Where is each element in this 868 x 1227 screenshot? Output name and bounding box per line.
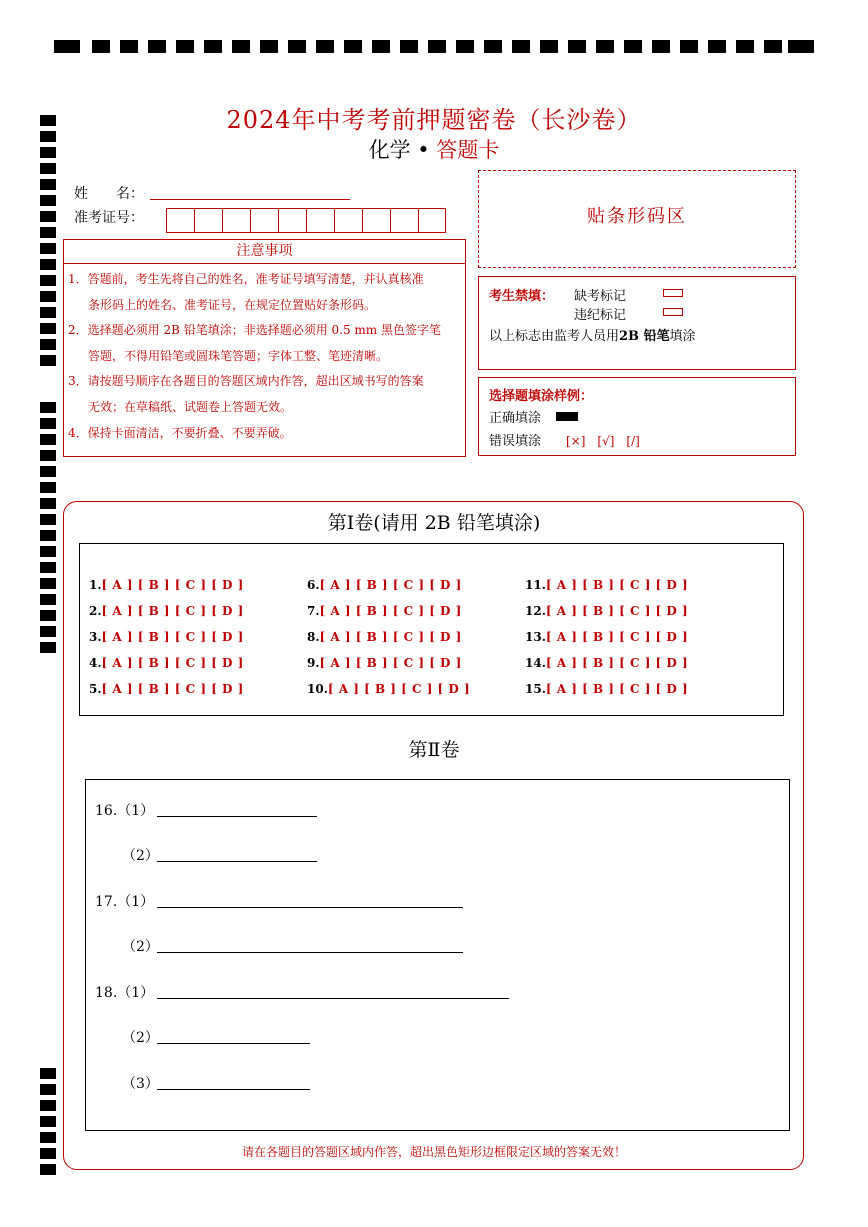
registration-mark [120,40,138,53]
id-cell[interactable] [278,208,306,233]
answer-options[interactable]: [ A ] [ B ] [ C ] [ D ] [319,630,462,644]
registration-mark [344,40,362,53]
id-cell[interactable] [166,208,194,233]
id-cell[interactable] [418,208,446,233]
registration-mark [40,291,56,302]
choice-question[interactable] [525,604,688,618]
question-number: 14. [525,656,546,670]
choice-question[interactable] [307,604,461,618]
question-number: 11. [525,578,546,592]
question-number: 6. [307,578,320,592]
notice-item: 条形码上的姓名、准考证号，在规定位置贴好条形码。 [88,298,377,312]
subject-label: 化学 [368,138,411,162]
answer-options[interactable]: [ A ] [ B ] [ C ] [ D ] [101,604,244,618]
registration-mark [40,562,56,573]
question-number: 7. [307,604,320,618]
registration-mark [456,40,474,53]
id-cell[interactable] [222,208,250,233]
question-number: 8. [307,630,320,644]
question-number: 15. [525,682,546,696]
registration-mark [788,40,814,53]
correct-fill-sample [556,412,578,421]
absent-mark-box[interactable] [663,289,683,297]
registration-mark [40,163,56,174]
notice-item: 2．选择题必须用 2B 铅笔填涂；非选择题必须用 0.5 mm 黑色签字笔 [68,323,442,337]
registration-mark [316,40,334,53]
registration-mark [176,40,194,53]
card-label: 答题卡 [436,138,500,162]
registration-mark [568,40,586,53]
registration-mark [680,40,698,53]
question-number: 10. [307,682,328,696]
id-cell[interactable] [250,208,278,233]
question-number: 3. [89,630,102,644]
registration-mark [148,40,166,53]
q17-1-label: 17.（1） [95,894,155,910]
notice-item: 3．请按题号顺序在各题目的答题区域内作答，超出区域书写的答案 [68,374,424,388]
choice-question[interactable] [307,630,461,644]
id-number-cells[interactable] [166,208,446,233]
registration-mark [40,323,56,334]
choice-question[interactable] [89,656,243,670]
q17-1-answer-line[interactable] [157,907,463,908]
answer-options[interactable]: [ A ] [ B ] [ C ] [ D ] [545,630,688,644]
answer-options[interactable]: [ A ] [ B ] [ C ] [ D ] [545,604,688,618]
registration-mark [512,40,530,53]
notice-item: 4．保持卡面清洁，不要折叠、不要弄破。 [68,426,292,440]
registration-mark [40,259,56,270]
answer-options[interactable]: [ A ] [ B ] [ C ] [ D ] [319,656,462,670]
forbidden-note [489,325,696,344]
notice-item: 1．答题前，考生先将自己的姓名，准考证号填写清楚，并认真核准 [68,272,424,286]
registration-mark [40,418,56,429]
forbidden-label: 考生禁填： [489,289,555,304]
registration-mark [40,307,56,318]
wrong-fill-label: 错误填涂 [489,434,542,449]
question-number: 4. [89,656,102,670]
registration-mark [40,227,56,238]
violation-mark-box[interactable] [663,308,683,316]
choice-question[interactable] [89,578,243,592]
part1-title: 第Ⅰ卷(请用 2B 铅笔填涂) [327,512,541,534]
registration-mark [40,466,56,477]
registration-mark [40,626,56,637]
name-field[interactable] [150,199,350,200]
question-number: 9. [307,656,320,670]
registration-mark [596,40,614,53]
registration-mark [40,275,56,286]
q16-1-answer-line[interactable] [157,816,317,817]
forbidden-note-bold: 2B 铅笔 [619,329,670,344]
registration-mark [736,40,754,53]
id-cell[interactable] [194,208,222,233]
registration-mark [288,40,306,53]
id-cell[interactable] [306,208,334,233]
forbidden-note-suffix: 填涂 [669,329,696,344]
wrong-fill-samples: [×] [√] [/] [566,434,640,448]
fill-sample-title: 选择题填涂样例： [489,389,594,404]
registration-mark [372,40,390,53]
page-subtitle [0,134,868,164]
registration-mark [40,1132,56,1143]
choice-question[interactable] [525,656,688,670]
choice-question[interactable] [525,682,688,696]
absent-label: 缺考标记 [574,289,627,304]
forbidden-note-prefix: 以上标志由监考人员用 [489,329,620,344]
registration-mark [40,1100,56,1111]
violation-label: 违纪标记 [574,308,627,323]
registration-mark [764,40,782,53]
registration-mark [428,40,446,53]
q17-2-answer-line[interactable] [157,952,463,953]
q17-2-label: （2） [122,939,159,955]
choice-question[interactable] [89,630,243,644]
registration-mark [92,40,110,53]
question-number: 12. [525,604,546,618]
barcode-area: 贴条形码区 [478,170,796,268]
registration-mark [40,243,56,254]
id-cell[interactable] [390,208,418,233]
id-label: 准考证号： [74,210,144,226]
registration-mark [40,594,56,605]
registration-mark [260,40,278,53]
notice-item: 答题，不得用铅笔或圆珠笔答题；字体工整、笔迹清晰。 [88,349,389,363]
notice-title: 注意事项 [63,239,466,264]
id-cell[interactable] [334,208,362,233]
registration-mark [40,642,56,653]
separator-dot: • [417,138,430,162]
registration-mark [40,578,56,589]
choice-question[interactable] [89,604,243,618]
name-label: 姓 名： [74,186,144,202]
registration-mark [40,211,56,222]
q18-3-label: （3） [122,1076,159,1092]
registration-mark [204,40,222,53]
answer-options[interactable]: [ A ] [ B ] [ C ] [ D ] [101,578,244,592]
q18-2-answer-line[interactable] [157,1043,310,1044]
top-registration-bar [54,40,814,56]
choice-question[interactable] [307,656,461,670]
registration-mark [708,40,726,53]
registration-mark [624,40,642,53]
q18-1-answer-line[interactable] [157,998,509,999]
part2-title: 第Ⅱ卷 [408,739,460,761]
question-number: 5. [89,682,102,696]
registration-mark [40,450,56,461]
answer-options[interactable]: [ A ] [ B ] [ C ] [ D ] [101,682,244,696]
question-number: 1. [89,578,102,592]
registration-mark [40,355,56,366]
choice-question[interactable] [307,578,461,592]
answer-options[interactable]: [ A ] [ B ] [ C ] [ D ] [545,656,688,670]
registration-mark [40,482,56,493]
choice-question[interactable] [525,630,688,644]
registration-mark [40,1164,56,1175]
registration-mark [40,1084,56,1095]
question-number: 13. [525,630,546,644]
registration-mark [40,546,56,557]
answer-options[interactable]: [ A ] [ B ] [ C ] [ D ] [101,630,244,644]
correct-fill-label: 正确填涂 [489,411,542,426]
registration-mark [232,40,250,53]
q16-1-label: 16.（1） [95,803,155,819]
registration-mark [40,1068,56,1079]
q18-1-label: 18.（1） [95,985,155,1001]
answer-options[interactable]: [ A ] [ B ] [ C ] [ D ] [101,656,244,670]
footer-note: 请在各题目的答题区域内作答，超出黑色矩形边框限定区域的答案无效！ [241,1145,626,1159]
registration-mark [40,179,56,190]
choice-question[interactable] [89,682,243,696]
registration-mark [54,40,80,53]
registration-mark [400,40,418,53]
registration-mark [40,434,56,445]
answer-options[interactable]: [ A ] [ B ] [ C ] [ D ] [319,604,462,618]
q16-2-label: （2） [122,848,159,864]
registration-mark [652,40,670,53]
answer-options[interactable]: [ A ] [ B ] [ C ] [ D ] [545,578,688,592]
answer-options[interactable]: [ A ] [ B ] [ C ] [ D ] [545,682,688,696]
choice-question[interactable] [307,682,470,696]
answer-options[interactable]: [ A ] [ B ] [ C ] [ D ] [319,578,462,592]
question-number: 2. [89,604,102,618]
registration-mark [40,610,56,621]
registration-mark [540,40,558,53]
answer-options[interactable]: [ A ] [ B ] [ C ] [ D ] [327,682,470,696]
answer-box [85,779,790,1131]
page-title: 2024年中考考前押题密卷（长沙卷） [226,106,642,134]
q18-3-answer-line[interactable] [157,1089,310,1090]
q16-2-answer-line[interactable] [157,861,317,862]
id-cell[interactable] [362,208,390,233]
choice-question[interactable] [525,578,688,592]
registration-mark [40,339,56,350]
registration-mark [40,402,56,413]
registration-mark [40,195,56,206]
notice-item: 无效；在草稿纸、试题卷上答题无效。 [88,400,293,414]
registration-mark [484,40,502,53]
q18-2-label: （2） [122,1030,159,1046]
registration-mark [40,1116,56,1127]
